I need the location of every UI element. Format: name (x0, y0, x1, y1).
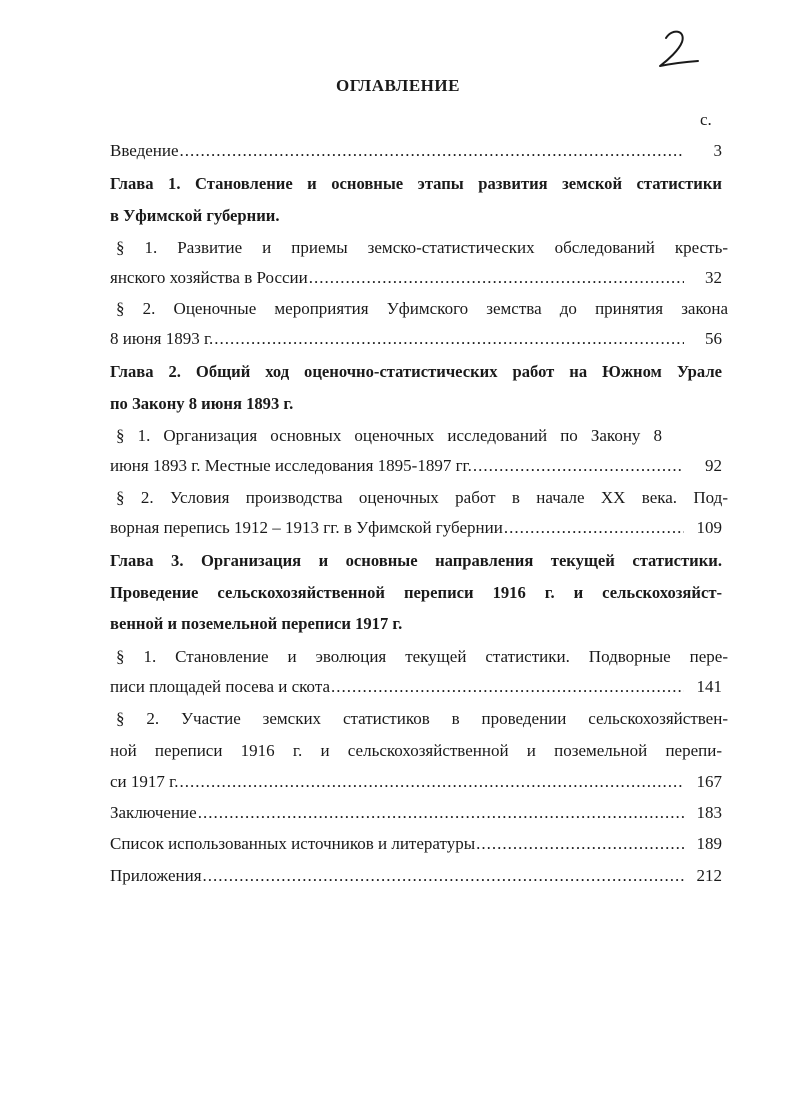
chapter2-section2-line1: § 2. Условия производства оценочных работ в начале XX века. Под- (116, 488, 728, 507)
toc-entry-chapter1-section1 (110, 266, 722, 290)
chapter2-section1-line1: § 1. Организация основных оценочных исследований по Закону 8 (116, 426, 662, 445)
chapter3-heading-line3: венной и поземельной переписи 1917 г. (110, 614, 403, 633)
toc-entry-chapter3-section2 (110, 770, 722, 794)
chapter3-section2-line2: ной переписи 1916 г. и сельскохозяйственной и поземельной перепи- (110, 741, 722, 760)
page-column-label: с. (700, 110, 712, 129)
leader-dots (504, 516, 684, 540)
chapter3-heading-line2: Проведение сельскохозяйственной переписи 1916 г. и сельскохозяйст- (110, 583, 722, 602)
chapter2-heading-line1: Глава 2. Общий ход оценочно-статистических работ на Южном Урале (110, 362, 722, 381)
leader-dots (476, 832, 684, 856)
toc-entry-sources (110, 832, 722, 856)
chapter1-heading-line1: Глава 1. Становление и основные этапы развития земской статистики (110, 174, 722, 193)
leader-dots (179, 770, 684, 794)
entry-label: ворная перепись 1912 – 1913 гг. в Уфимской губернии (110, 518, 503, 537)
entry-page: 109 (696, 518, 722, 537)
leader-dots (214, 327, 684, 351)
toc-entry-appendices (110, 864, 722, 888)
entry-label: 8 июня 1893 г. (110, 329, 214, 348)
handwritten-page-number (652, 24, 702, 74)
leader-dots (473, 454, 684, 478)
page-title: ОГЛАВЛЕНИЕ (336, 76, 460, 95)
chapter1-section1-line1: § 1. Развитие и приемы земско-статистических обследований кресть- (116, 238, 728, 257)
entry-page: 167 (696, 772, 722, 791)
toc-entry-chapter3-section1 (110, 675, 722, 699)
entry-page: 3 (713, 141, 722, 160)
toc-entry-introduction (110, 139, 722, 163)
entry-label: Список использованных источников и литературы (110, 834, 476, 853)
entry-label: си 1917 г. (110, 772, 179, 791)
chapter1-section2-line1: § 2. Оценочные мероприятия Уфимского земства до принятия закона (116, 299, 728, 318)
chapter1-heading-line2: в Уфимской губернии. (110, 206, 280, 225)
entry-page: 92 (705, 456, 722, 475)
toc-entry-conclusion (110, 801, 722, 825)
entry-label: Заключение (110, 803, 197, 822)
entry-page: 32 (705, 268, 722, 287)
leader-dots (331, 675, 684, 699)
toc-entry-chapter2-section2 (110, 516, 722, 540)
entry-label: писи площадей посева и скота (110, 677, 331, 696)
leader-dots (309, 266, 684, 290)
entry-page: 141 (696, 677, 722, 696)
toc-entry-chapter2-section1 (110, 454, 722, 478)
entry-page: 183 (696, 803, 722, 822)
chapter3-heading-line1: Глава 3. Организация и основные направления текущей статистики. (110, 551, 722, 570)
toc-entry-chapter1-section2 (110, 327, 722, 351)
entry-label: июня 1893 г. Местные исследования 1895-1897 гг. (110, 456, 472, 475)
leader-dots (198, 801, 684, 825)
chapter3-section1-line1: § 1. Становление и эволюция текущей статистики. Подворные пере- (116, 647, 728, 666)
entry-label: Приложения (110, 866, 202, 885)
entry-label: янского хозяйства в России (110, 268, 308, 287)
leader-dots (203, 864, 684, 888)
entry-page: 56 (705, 329, 722, 348)
entry-label: Введение (110, 141, 179, 160)
leader-dots (180, 139, 684, 163)
entry-page: 189 (696, 834, 722, 853)
chapter2-heading-line2: по Закону 8 июня 1893 г. (110, 394, 294, 413)
entry-page: 212 (696, 866, 722, 885)
chapter3-section2-line1: § 2. Участие земских статистиков в проведении сельскохозяйствен- (116, 709, 728, 728)
